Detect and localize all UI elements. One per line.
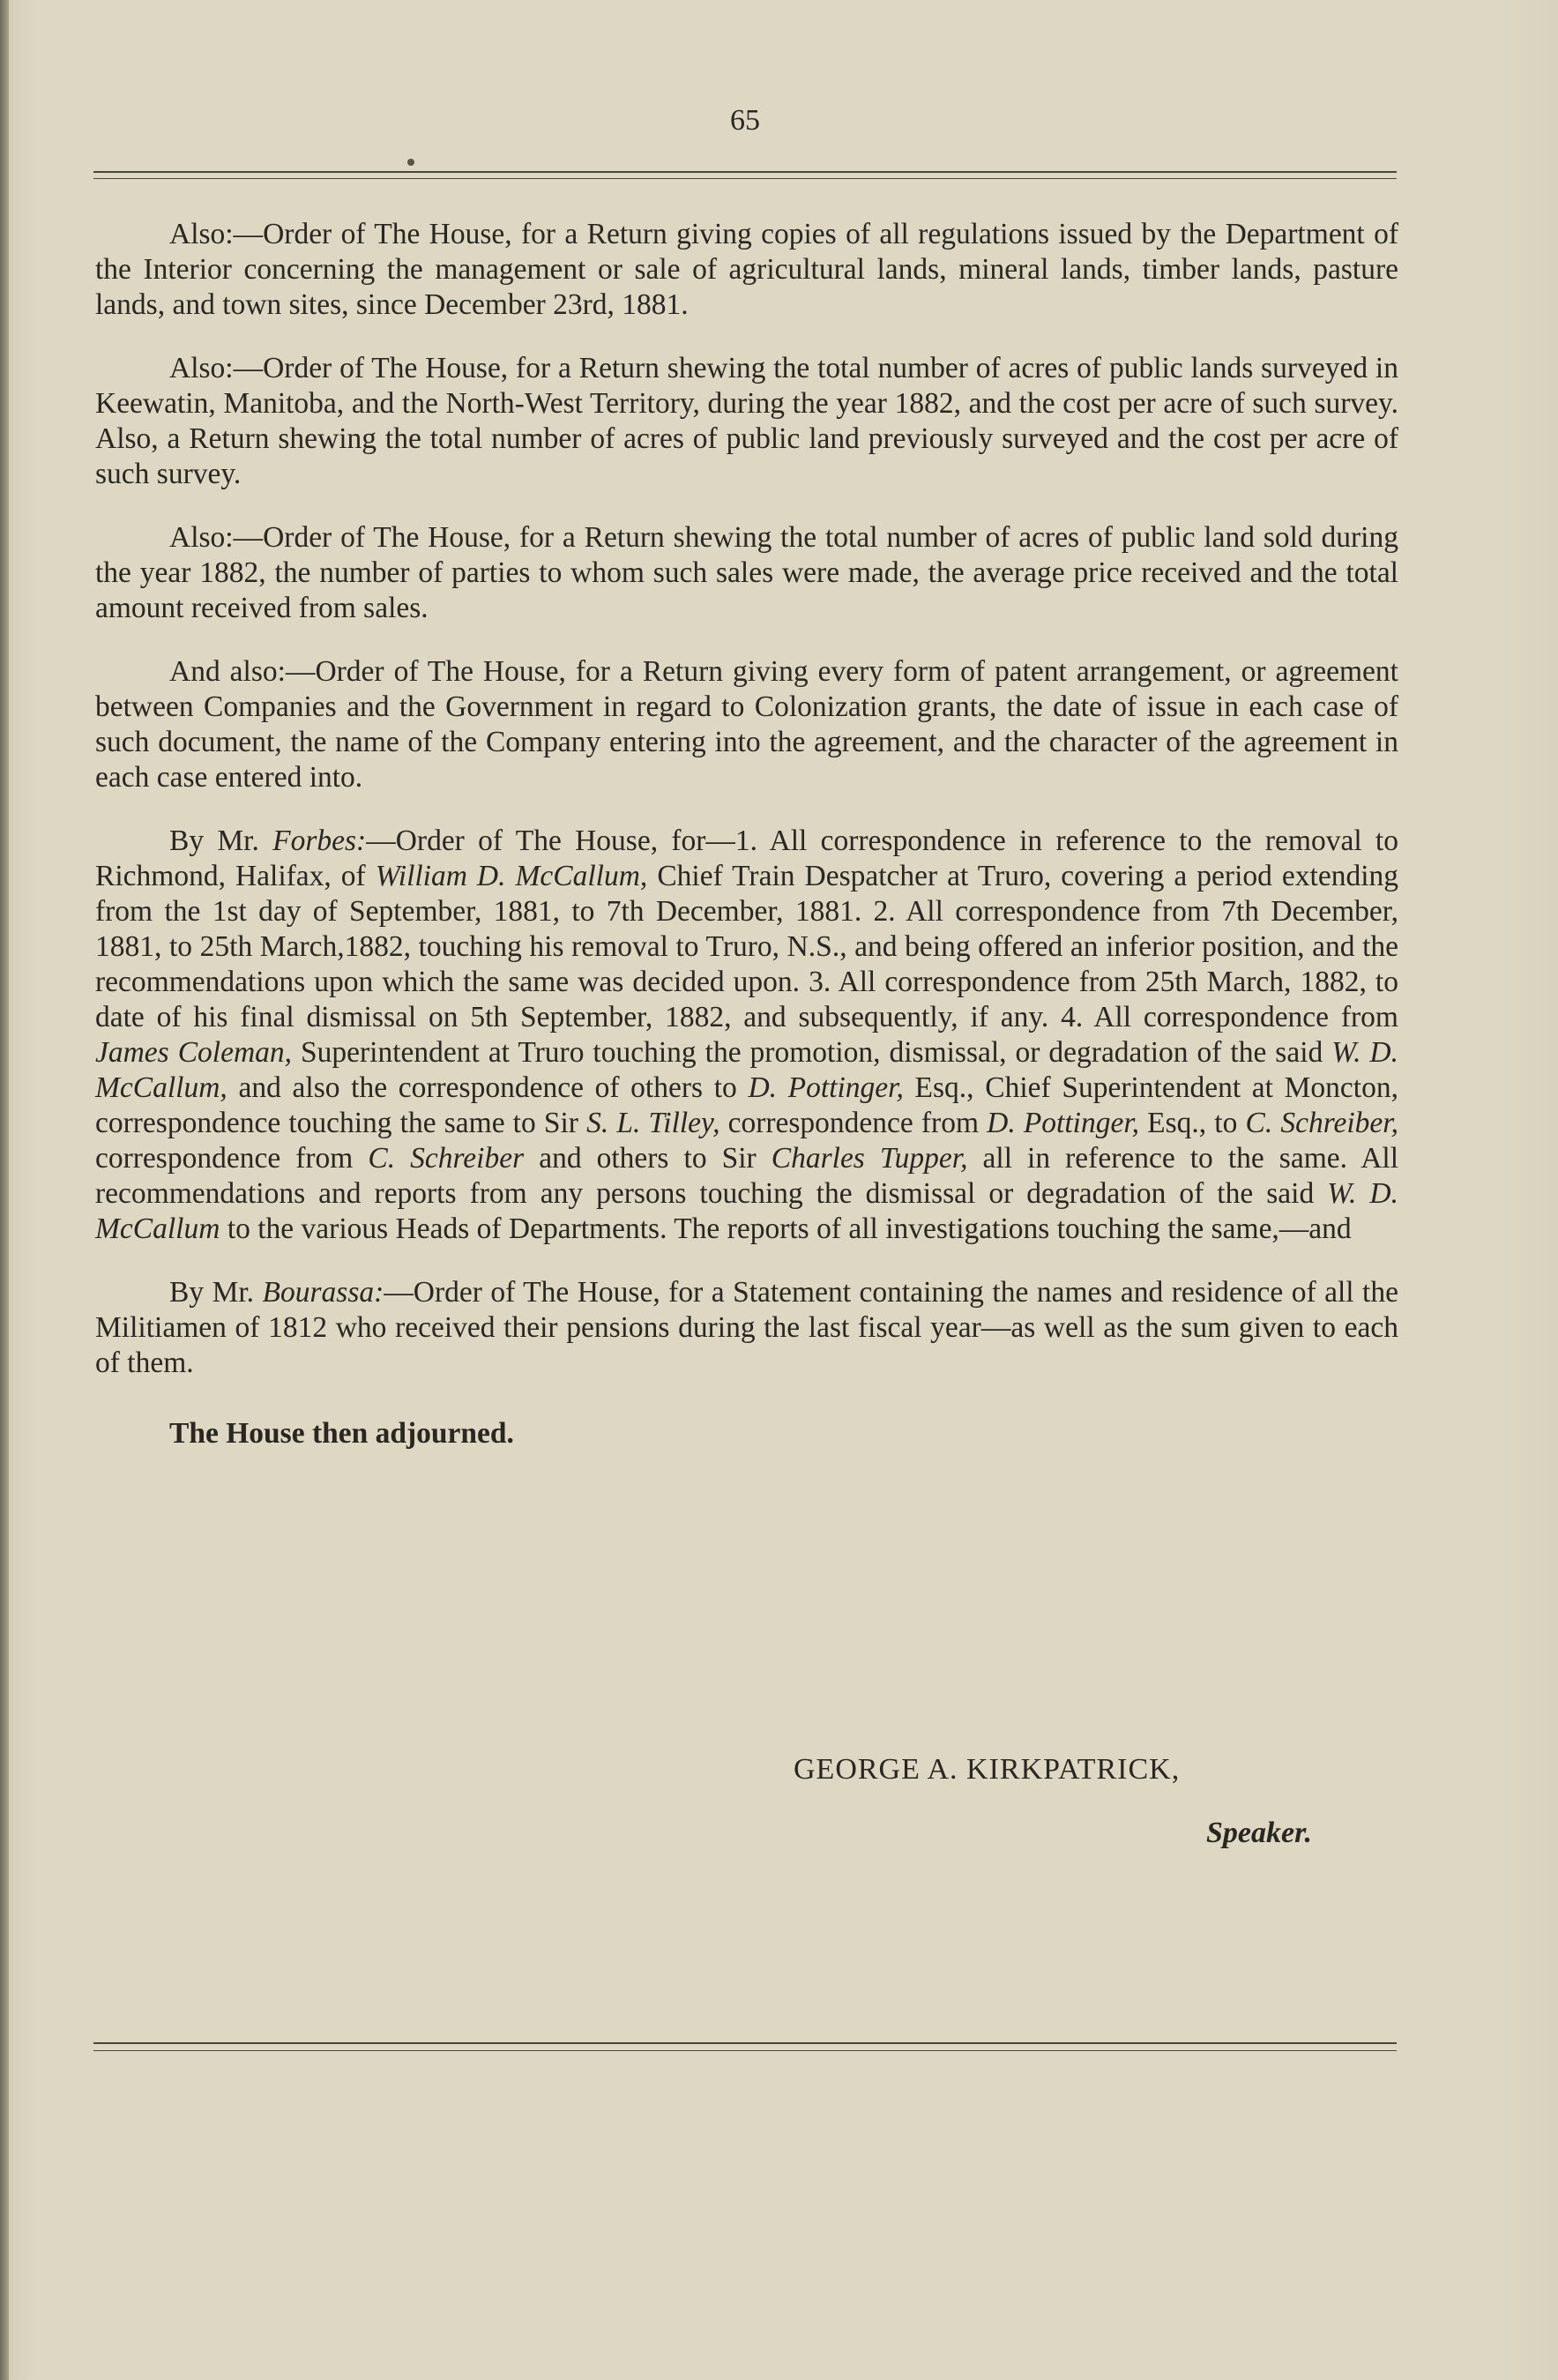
- italic-name-text: W. D. McCallum,: [95, 1036, 1398, 1104]
- paragraph-text: correspondence from: [719, 1107, 988, 1139]
- italic-name-text: James Coleman,: [95, 1036, 293, 1069]
- italic-name-text: William D. McCallum,: [375, 860, 648, 892]
- paragraph: [95, 217, 1398, 323]
- paragraph: [95, 520, 1398, 626]
- paragraph-text: all in reference to the same. All recommendations and reports from any persons touching the dismissal or degradation of the said: [95, 1142, 1399, 1210]
- signature-name: GEORGE A. KIRKPATRICK,: [794, 1753, 1181, 1786]
- italic-name-text: C. Schreiber: [368, 1142, 525, 1175]
- footer-rule-bottom: [93, 2050, 1397, 2051]
- adjournment-line: The House then adjourned.: [169, 1417, 514, 1450]
- italic-name-text: D. Pottinger,: [748, 1071, 904, 1104]
- paragraph: [95, 654, 1398, 795]
- paragraph-text: and also the correspondence of others to: [227, 1071, 749, 1104]
- paragraph-text: —Order of The House, for—1. All correspondence in reference to the removal to Richmond, Halifax, of: [95, 824, 1398, 892]
- signature-title: Speaker.: [1206, 1817, 1312, 1849]
- italic-name-text: D. Pottinger,: [987, 1107, 1140, 1139]
- paragraph: [95, 1275, 1398, 1381]
- paragraph-text: Chief Train Despatcher at Truro, covering a period extending from the 1st day of September, 1881, to 7th December, 1881. 2. All correspondence from 7th December, 1881, to 25th March,1882, touching his removal to Truro, N.S., and being offered an inferior position, and the recommendations upon which the same was decided upon. 3. All correspondence from 25th March, 1882, to date of his final dismissal on 5th September, 1882, and subsequently, if any. 4. All correspondence from: [95, 860, 1398, 1033]
- paragraph-text: Also:—Order of The House, for a Return shewing the total number of acres of public lands surveyed in Keewatin, Manitoba, and the North-West Territory, during the year 1882, and the cost per acre of such survey. Also, a Return shewing the total number of acres of public land previously surveyed and the cost per acre of such survey.: [95, 352, 1398, 490]
- italic-name-text: W. D. McCallum: [95, 1177, 1399, 1245]
- italic-name-text: Charles Tupper,: [771, 1142, 968, 1175]
- italic-name-text: S. L. Tilley,: [586, 1107, 720, 1139]
- paragraph-text: By Mr.: [169, 1276, 263, 1309]
- paragraph-text: correspondence from: [95, 1142, 369, 1175]
- paragraph-text: Also:—Order of The House, for a Return giving copies of all regulations issued by the Department of the Interior concerning the management or sale of agricultural lands, mineral lands, timber lands, pasture lands, and town sites, since December 23rd, 1881.: [95, 218, 1398, 321]
- paragraph-text: And also:—Order of The House, for a Return giving every form of patent arrangement, or agreement between Companies and the Government in regard to Colonization grants, the date of issue in each case of such document, the name of the Company entering into the agreement, and the character of the agreement in each case entered into.: [95, 655, 1398, 794]
- italic-name-text: Forbes:: [272, 824, 367, 857]
- paragraph-text: to the various Heads of Departments. The reports of all investigations touching the same,—and: [220, 1212, 1352, 1245]
- paragraph: [95, 824, 1398, 1247]
- paragraph-text: and others to Sir: [524, 1142, 772, 1175]
- page-number: 65: [730, 104, 760, 137]
- paragraph-text: Esq., to: [1139, 1107, 1246, 1139]
- italic-name-text: Bourassa:: [262, 1276, 384, 1309]
- paragraph-text: By Mr.: [169, 824, 273, 857]
- footer-rule-top: [93, 2042, 1397, 2044]
- paragraph-text: —Order of The House, for a Statement containing the names and residence of all the Militiamen of 1812 who received their pensions during the last fiscal year—as well as the sum given to each of them.: [95, 1276, 1398, 1379]
- header-ornament-dot: [407, 159, 414, 166]
- paragraph-text: Esq., Chief Superintendent at Moncton, correspondence touching the same to Sir: [95, 1071, 1398, 1139]
- italic-name-text: C. Schreiber,: [1245, 1107, 1398, 1139]
- journal-body: [95, 217, 1398, 1451]
- paragraph: [95, 351, 1398, 492]
- page-binding-edge: [0, 0, 9, 2380]
- header-rule-top: [93, 171, 1397, 173]
- header-rule-bottom: [93, 178, 1397, 179]
- paragraph-text: Superintendent at Truro touching the promotion, dismissal, or degradation of the said: [292, 1036, 1332, 1069]
- paragraph-text: Also:—Order of The House, for a Return shewing the total number of acres of public land sold during the year 1882, the number of parties to whom such sales were made, the average price received and the total amount received from sales.: [95, 521, 1398, 624]
